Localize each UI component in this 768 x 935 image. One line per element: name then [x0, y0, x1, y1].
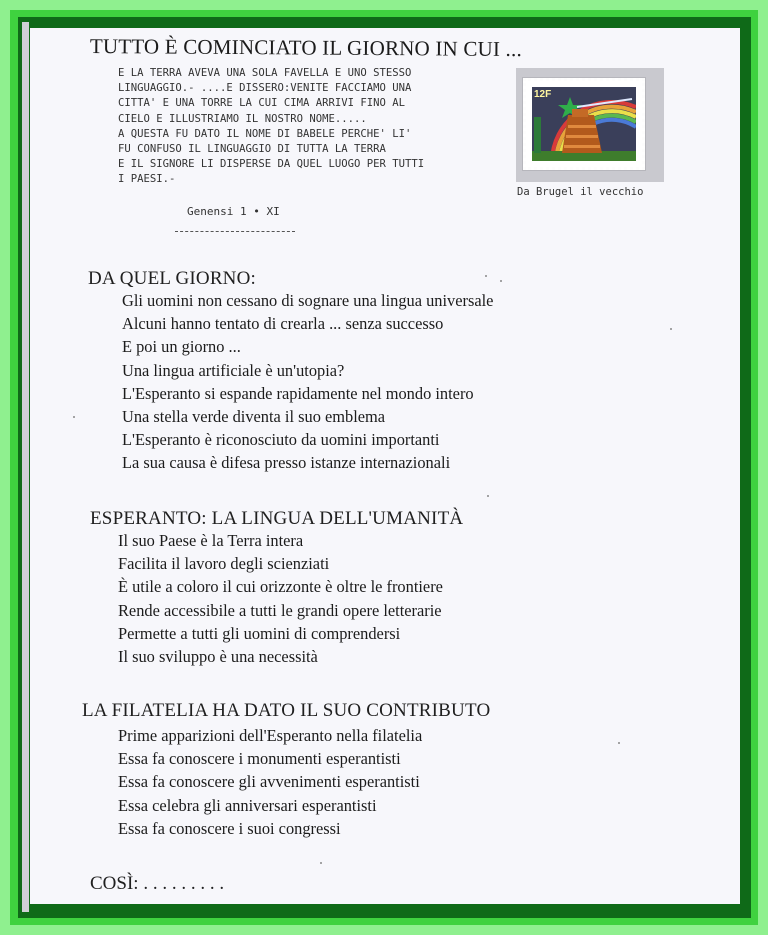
- list-item: Gli uomini non cessano di sognare una lingua universale: [122, 291, 494, 310]
- scan-speck: [485, 275, 487, 277]
- stamp-backing: [516, 68, 664, 182]
- genesis-line: E IL SIGNORE LI DISPERSE DA QUEL LUOGO PER TUTTI: [118, 158, 425, 171]
- section-heading-da-quel-giorno: DA QUEL GIORNO:: [88, 268, 257, 289]
- citation-underline: [175, 231, 295, 232]
- scan-speck: [670, 328, 672, 330]
- section-list-filatelia: [118, 724, 422, 840]
- stamp-caption: Da Brugel il vecchio: [517, 186, 644, 198]
- tower-of-babel-stamp-image: [532, 87, 636, 161]
- list-item: Permette a tutti gli uomini di comprendersi: [118, 623, 401, 643]
- genesis-line: LINGUAGGIO.- ....E DISSERO:VENITE FACCIAMO UNA: [118, 82, 412, 95]
- list-item: Rende accessibile a tutti le grandi opere letterarie: [118, 600, 442, 620]
- scan-speck: [618, 742, 620, 744]
- list-item: Prime apparizioni dell'Esperanto nella filatelia: [118, 726, 423, 745]
- genesis-excerpt: [118, 66, 508, 188]
- section-heading-esperanto: ESPERANTO: LA LINGUA DELL'UMANITÀ: [90, 508, 464, 529]
- list-item: Il suo Paese è la Terra intera: [118, 531, 304, 550]
- document-title: TUTTO È COMINCIATO IL GIORNO IN CUI ...: [89, 34, 523, 62]
- list-item: Una stella verde diventa il suo emblema: [122, 407, 386, 427]
- scan-speck: [500, 280, 502, 282]
- section-list-esperanto: [118, 529, 443, 668]
- document-page: [30, 28, 740, 904]
- scan-speck: [73, 416, 75, 418]
- section-list-da-quel-giorno: [122, 289, 493, 475]
- list-item: È utile a coloro il cui orizzonte è oltre le frontiere: [118, 577, 443, 597]
- list-item: L'Esperanto si espande rapidamente nel mondo intero: [122, 383, 474, 403]
- list-item: La sua causa è difesa presso istanze internazionali: [122, 453, 451, 473]
- genesis-line: E LA TERRA AVEVA UNA SOLA FAVELLA E UNO STESSO: [118, 67, 412, 79]
- list-item: Essa celebra gli anniversari esperantisti: [118, 795, 377, 815]
- bible-citation: Genensi 1 • XI: [187, 205, 280, 218]
- list-item: Facilita il lavoro degli scienziati: [118, 554, 330, 574]
- list-item: Alcuni hanno tentato di crearla ... senza successo: [122, 314, 444, 334]
- list-item: Essa fa conoscere i monumenti esperantisti: [118, 749, 401, 769]
- postage-stamp: [523, 78, 645, 170]
- genesis-line: A QUESTA FU DATO IL NOME DI BABELE PERCHE' LI': [118, 127, 412, 140]
- genesis-line: CITTA' E UNA TORRE LA CUI CIMA ARRIVI FINO AL: [118, 97, 406, 110]
- stamp-value: 12F: [534, 89, 552, 100]
- section-heading-filatelia: LA FILATELIA HA DATO IL SUO CONTRIBUTO: [82, 700, 491, 721]
- list-item: Essa fa conoscere i suoi congressi: [118, 818, 341, 838]
- list-item: Essa fa conoscere gli avvenimenti esperantisti: [118, 772, 420, 792]
- genesis-line: I PAESI.-: [118, 173, 176, 186]
- scan-speck: [320, 862, 322, 864]
- scan-speck: [487, 495, 489, 497]
- closing-line: COSÌ: . . . . . . . . .: [90, 873, 225, 894]
- genesis-line: CIELO E ILLUSTRIAMO IL NOSTRO NOME.....: [118, 112, 367, 125]
- list-item: E poi un giorno ...: [122, 337, 241, 357]
- genesis-line: FU CONFUSO IL LINGUAGGIO DI TUTTA LA TERRA: [118, 143, 386, 156]
- list-item: Una lingua artificiale è un'utopia?: [122, 360, 345, 380]
- paper-shadow: [22, 22, 29, 912]
- list-item: Il suo sviluppo è una necessità: [118, 647, 318, 667]
- list-item: L'Esperanto è riconosciuto da uomini importanti: [122, 430, 440, 450]
